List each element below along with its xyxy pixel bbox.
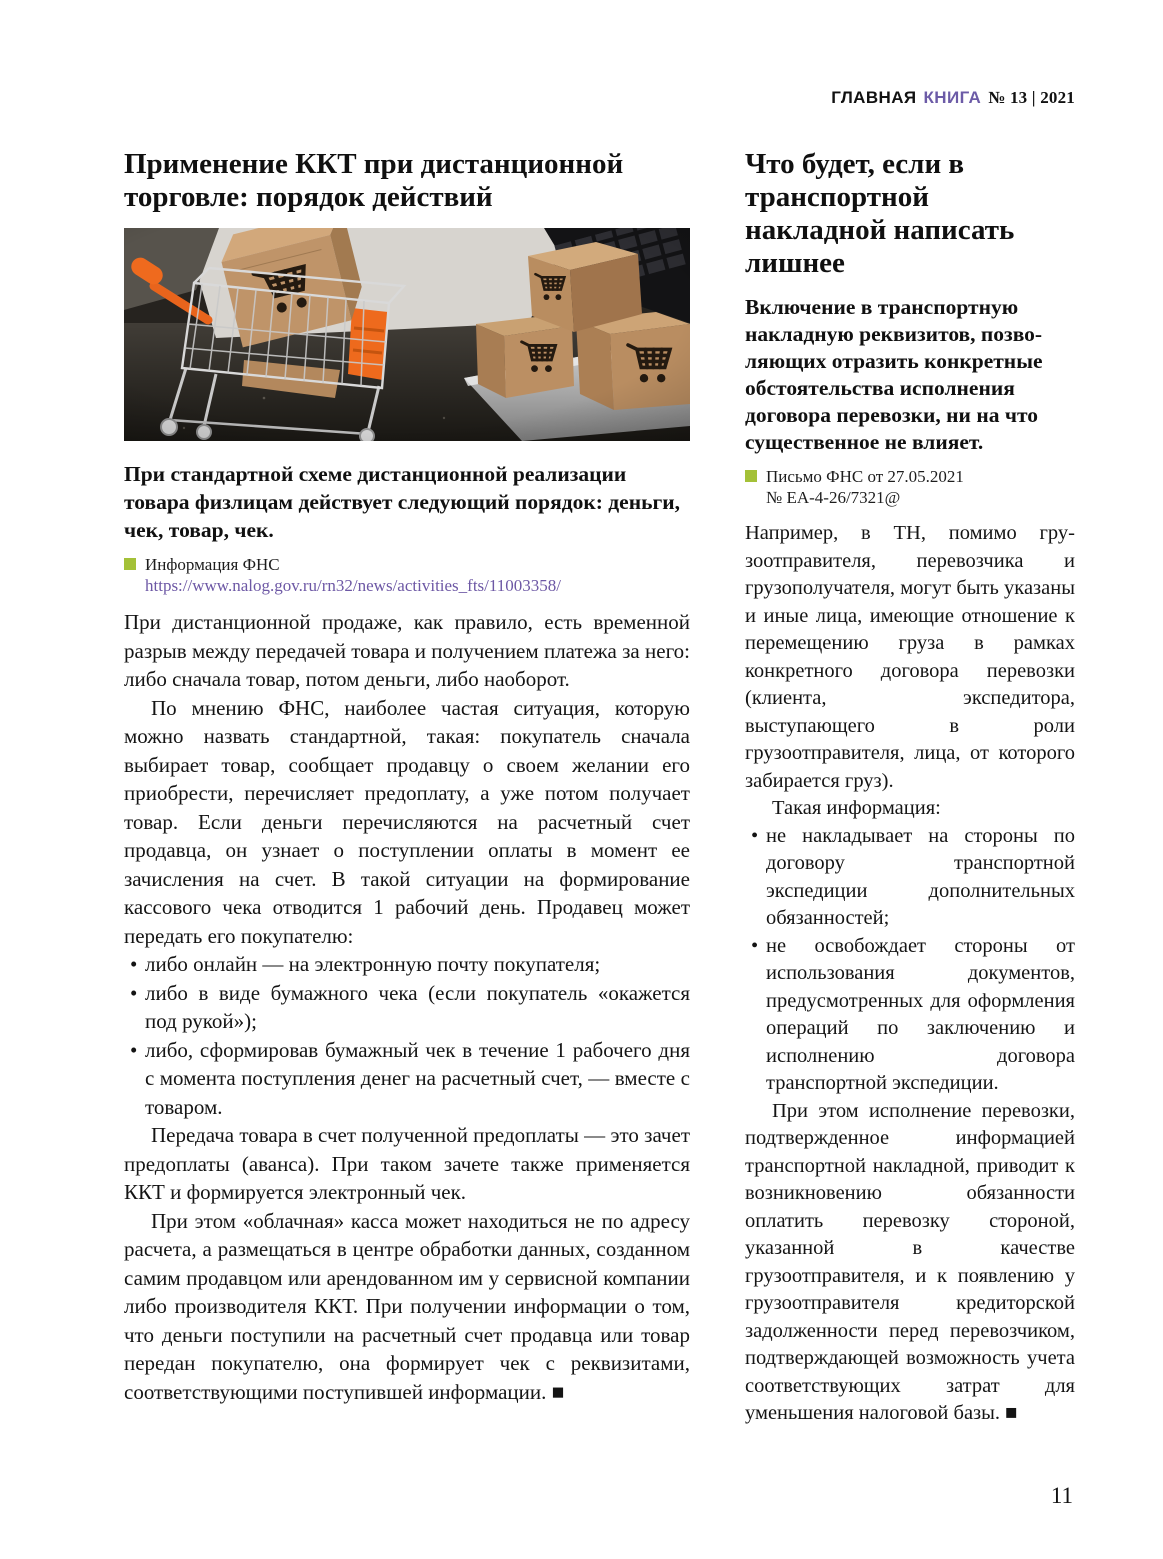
- paragraph: Например, в ТН, помимо грузоотправителя, перевозчика и грузополучателя, могут быть указаны и иные лица, имеющие отношение к перемещению груза в рамках конкретного договора перевозки (клиента, экспедитора, выступающего в роли грузоотправителя, лица, от которого забирается груз).: [745, 522, 1075, 792]
- bullet-item: • либо, сформировав бумажный чек в течение 1 рабочего дня с момента поступления денег на расчетный счет, — вместе с товаром.: [145, 1036, 690, 1122]
- source-bullet-icon: [124, 558, 136, 570]
- paragraph: При этом исполнение перевозки, подтвержденное информацией транспортной накладной, приводит к возникновению обязанности оплатить перевозку стороной, указанной в качестве грузоотправителя, и к появлению у грузоотправителя кредиторской задолженности перед перевозчиком, подтверждающей возможность учета соответствующих затрат для уменьшения налоговой базы. ■: [745, 1099, 1075, 1424]
- article-lead: Включение в транспортную накладную реквизитов, позволяющих отразить конкретные обстоятельства исполнения договора перевозки, ни на что существенное не влияет.: [745, 295, 1043, 454]
- article-title: Что будет, если в транспортной накладной написать лишнее: [745, 148, 1015, 279]
- article-source: [745, 466, 1075, 508]
- paragraph: При дистанционной продаже, как правило, есть временной разрыв между передачей товара и получением платежа за него: либо сначала товар, потом деньги, либо наоборот.: [124, 610, 690, 691]
- bullet-item: • не освобождает стороны от использования документов, предусмотренных для оформления операций по заключению и исполнению договора транспортной экспедиции.: [766, 933, 1075, 1098]
- article-title: Применение ККТ при дистанционной торговле: порядок действий: [124, 148, 624, 213]
- issue-number: № 13 | 2021: [988, 88, 1075, 107]
- page-number: 11: [1050, 1483, 1073, 1508]
- bullet-list: [745, 823, 1075, 1098]
- article-transport-waybill: [745, 148, 1075, 1428]
- bullet-item: • не накладывает на стороны по договору транспортной экспедиции дополнительных обязанностей;: [766, 823, 1075, 933]
- magazine-header: [831, 88, 1075, 108]
- paragraph: По мнению ФНС, наиболее частая ситуация, которую можно назвать стандартной, такая: покупатель сначала выбирает товар, сообщает продавцу о своем желании его приобрести, перечисляет предоплату, а уже потом получает товар. Если деньги перечисляются на расчетный счет продавца, он узнает о поступлении оплаты в момент ее зачисления на счет. В такой ситуации на формирование кассового чека отводится 1 рабочий день. Продавец может передать его покупателю:: [124, 695, 690, 948]
- article-photo: [124, 228, 690, 441]
- bullet-item: • либо онлайн — на электронную почту покупателя;: [145, 950, 690, 979]
- article-kkt-distance-trade: [124, 148, 690, 1406]
- shopping-cart-photo: [124, 228, 690, 441]
- article-source: [124, 554, 690, 596]
- source-link[interactable]: https://www.nalog.gov.ru/rn32/news/activities_fts/11003358/: [145, 576, 561, 595]
- source-label: Информация ФНС: [145, 555, 280, 574]
- brand-name-accent: КНИГА: [923, 88, 982, 107]
- article-lead: При стандартной схеме дистанционной реализации товара физлицам действует следующий порядок: деньги, чек, товар, чек.: [124, 462, 680, 542]
- article-body: [124, 608, 690, 1406]
- article-body: [745, 520, 1075, 1428]
- source-bullet-icon: [745, 470, 757, 482]
- paragraph: Передача товара в счет полученной предоплаты — это зачет предоплаты (аванса). При таком зачете также применяется ККТ и формируется электронный чек.: [124, 1123, 690, 1204]
- source-label: Письмо ФНС от 27.05.2021: [766, 467, 964, 486]
- source-label-line2: № ЕА-4-26/7321@: [766, 488, 901, 507]
- paragraph: При этом «облачная» касса может находиться не по адресу расчета, а размещаться в центре обработки данных, созданном самим продавцом или арендованном им у сервисной компании либо производителя ККТ. При получении информации о том, что деньги поступили на расчетный счет продавца или товар передан покупателю, она формирует чек с реквизитами, соответствующими поступившей информации. ■: [124, 1208, 690, 1404]
- paragraph: Такая информация:: [772, 797, 941, 819]
- bullet-list: [124, 950, 690, 1121]
- page-content: [124, 148, 1075, 1428]
- bullet-item: • либо в виде бумажного чека (если покупатель «окажется под рукой»);: [145, 979, 690, 1036]
- brand-name-main: ГЛАВНАЯ: [831, 88, 917, 107]
